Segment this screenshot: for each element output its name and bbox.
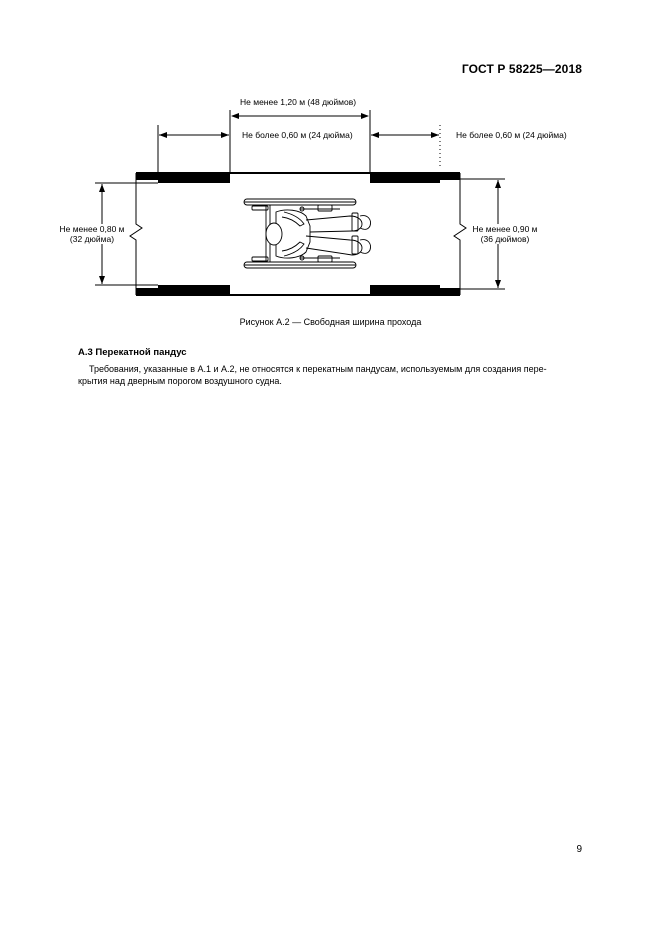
dim-label-left-height-line1: Не менее 0,80 м <box>59 224 125 234</box>
paragraph-line-2: крытия над дверным порогом воздушного судна. <box>78 376 282 386</box>
arrowhead <box>221 132 229 138</box>
bottom-wall-segment <box>370 285 440 295</box>
arrowhead <box>99 276 105 284</box>
standard-code: ГОСТ Р 58225—2018 <box>461 62 582 76</box>
arrowhead <box>495 180 501 188</box>
passage-diagram <box>0 0 661 320</box>
dim-label-right-height <box>468 224 542 244</box>
figure-caption: Рисунок А.2 — Свободная ширина прохода <box>239 317 422 327</box>
section-paragraph <box>78 363 583 387</box>
arrowhead <box>361 113 369 119</box>
dim-label-right-height-line2: (36 дюймов) <box>480 234 530 244</box>
top-wall-segment <box>158 173 230 183</box>
dim-label-total-width: Не менее 1,20 м (48 дюймов) <box>240 97 357 107</box>
paragraph-line-1-text: Требования, указанные в А.1 и А.2, не относятся к перекатным пандусам, используемым для создания пере- <box>89 364 547 374</box>
arrowhead <box>371 132 379 138</box>
page-number: 9 <box>576 844 582 855</box>
bottom-wall-segment <box>136 288 158 295</box>
arrowhead <box>231 113 239 119</box>
arrowhead <box>99 184 105 192</box>
right-break-line <box>454 173 466 295</box>
left-break-line <box>130 173 142 295</box>
dim-label-left-height <box>56 224 128 244</box>
dim-label-right-max: Не более 0,60 м (24 дюйма) <box>456 130 567 140</box>
bottom-wall-segment <box>158 285 230 295</box>
section-heading: А.3 Перекатной пандус <box>78 347 187 358</box>
dim-label-left-max: Не более 0,60 м (24 дюйма) <box>242 130 353 140</box>
bottom-wall-segment <box>440 288 460 295</box>
arrowhead <box>495 280 501 288</box>
wheelchair-user-icon <box>244 199 371 268</box>
dim-label-left-height-line2: (32 дюйма) <box>69 234 115 244</box>
top-wall-segment <box>136 173 158 180</box>
clear-passage-width-figure <box>0 0 661 320</box>
paragraph-line-1 <box>78 363 583 375</box>
top-wall-segment <box>440 173 460 180</box>
dim-label-right-height-line1: Не менее 0,90 м <box>472 224 538 234</box>
arrowhead <box>431 132 439 138</box>
arrowhead <box>159 132 167 138</box>
top-wall-segment <box>370 173 440 183</box>
